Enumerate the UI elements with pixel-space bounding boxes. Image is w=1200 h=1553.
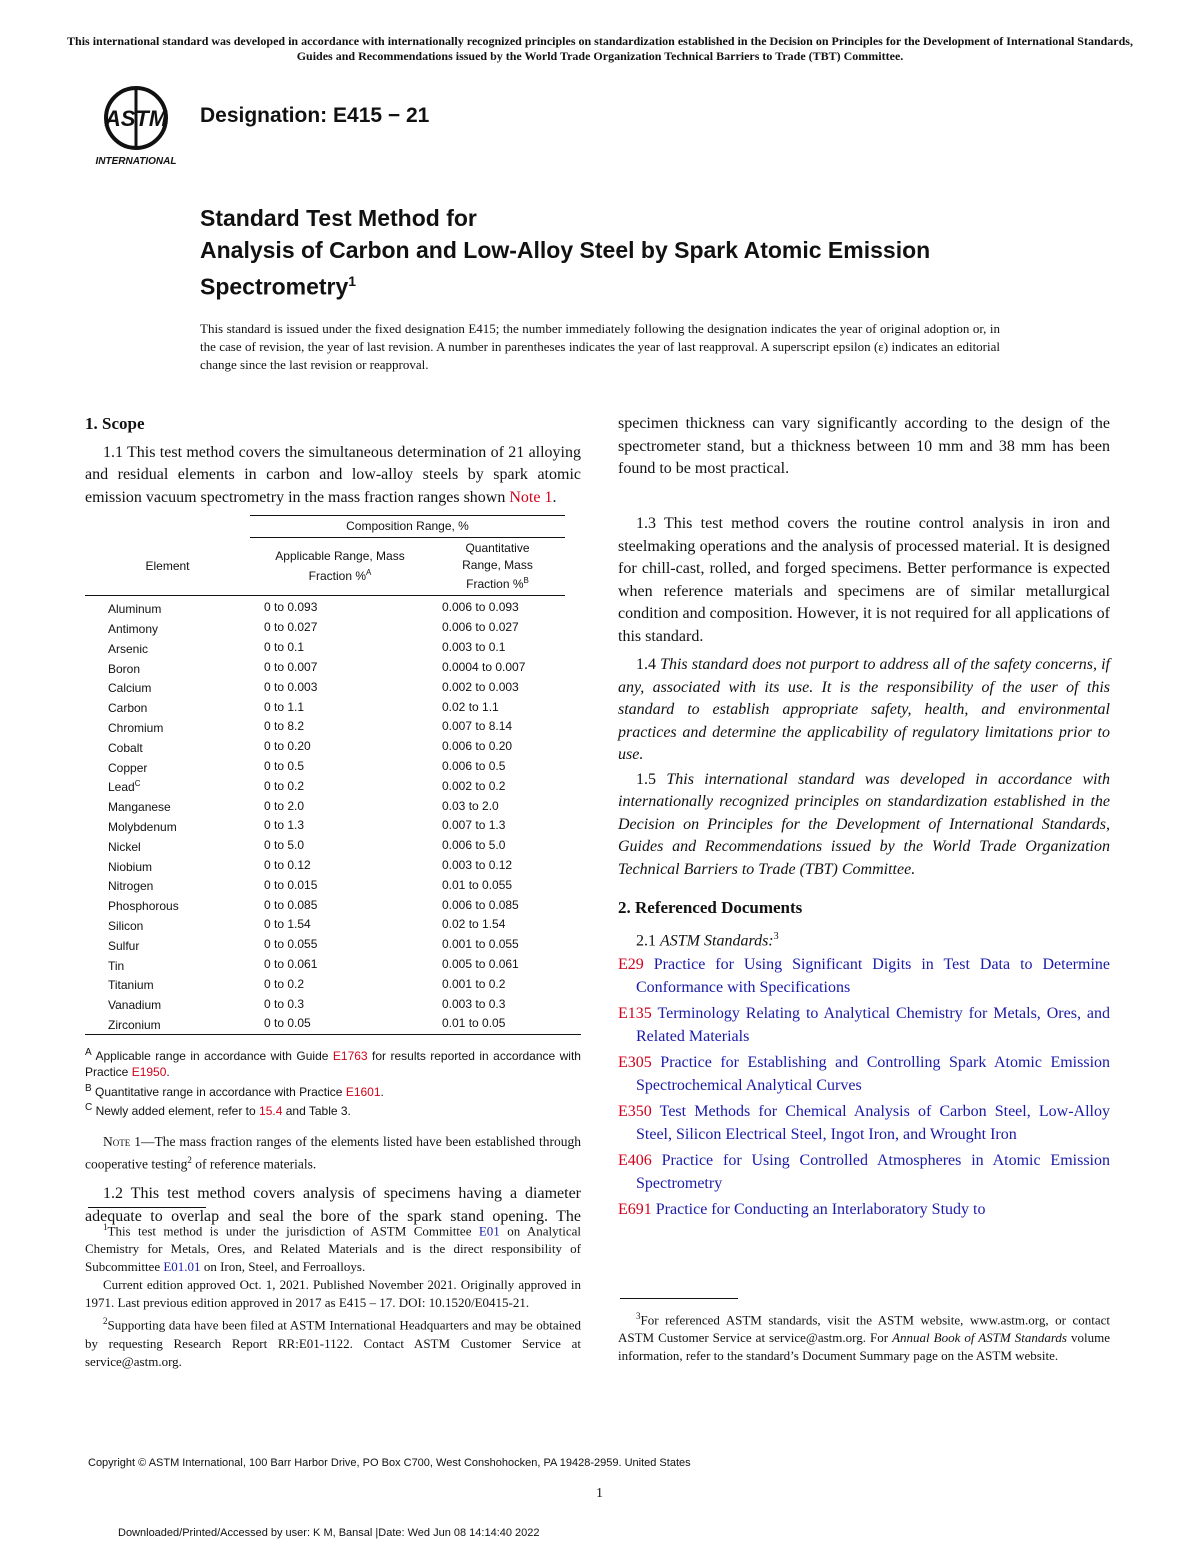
table-row xyxy=(85,596,565,618)
table-row xyxy=(85,955,565,975)
quantitative-range: 0.007 to 1.3 xyxy=(442,818,506,833)
section-15-4-link[interactable]: 15.4 xyxy=(259,1104,283,1119)
quantitative-range: 0.006 to 0.20 xyxy=(442,739,513,754)
element-name: Sulfur xyxy=(108,938,140,953)
element-name: Niobium xyxy=(108,859,153,874)
reference-code-link[interactable]: E29 xyxy=(618,956,644,974)
element-name: Copper xyxy=(108,760,148,775)
copyright: Copyright © ASTM International, 100 Barr Harbor Drive, PO Box C700, West Conshohocken, PA 19428-2959. United States xyxy=(88,1457,691,1469)
applicable-range: 0 to 5.0 xyxy=(264,838,305,853)
title-line2: Analysis of Carbon and Low-Alloy Steel by Spark Atomic Emission Spectrometry xyxy=(200,237,931,300)
footnote-1: $^1$This test method is under the jurisdiction of ASTM Committee E01 on Analytical Chemistry for Metals, Ores, and Related Materials and is the direct responsibility of Subcommittee E01.01 on Iron, Steel, and Ferroalloys. xyxy=(85,1222,582,1275)
element-name: Antimony xyxy=(108,621,159,636)
element-name: Nickel xyxy=(108,839,141,854)
top-notice: This international standard was developed in accordance with internationally recognized principles on standardization established in the Decision on Principles for the Development of International Standards, Guides and Recommendations issued by the World Trade Organization Technical Barriers to Trade (TBT) Committee. xyxy=(67,34,1133,63)
reference-title-link[interactable]: Practice for Using Controlled Atmospheres in Atomic Emission Spectrometry xyxy=(636,1152,1110,1192)
applicable-range: 0 to 0.027 xyxy=(264,620,318,635)
astm-logo xyxy=(88,80,188,170)
applicable-range: 0 to 0.007 xyxy=(264,660,318,675)
table-row xyxy=(85,994,565,1014)
quantitative-range: 0.006 to 5.0 xyxy=(442,838,506,853)
reference-item xyxy=(618,1003,1110,1048)
element-name: Phosphorous xyxy=(108,899,179,914)
quantitative-range: 0.01 to 0.055 xyxy=(442,877,513,892)
table-row xyxy=(85,935,565,955)
quantitative-range: 0.01 to 0.05 xyxy=(442,1016,506,1031)
table-row xyxy=(85,717,565,737)
table-footnote-c: $^C$ Newly added element, refer to 15.4 and Table 3. xyxy=(85,1102,351,1119)
applicable-range: 0 to 8.2 xyxy=(264,719,305,734)
applicable-range: 0 to 0.093 xyxy=(264,599,318,614)
quantitative-range: 0.001 to 0.055 xyxy=(442,937,519,952)
element-name: Titanium xyxy=(108,978,154,993)
note-1: Note 1—The mass fraction ranges of the elements listed have been established through cooperative testing$^2$ of reference materials. xyxy=(85,1133,581,1172)
quantitative-range: 0.002 to 0.2 xyxy=(442,778,506,793)
applicable-range: 0 to 0.055 xyxy=(264,937,318,952)
quantitative-range: 0.002 to 0.003 xyxy=(442,679,519,694)
element-name: Calcium xyxy=(108,681,152,696)
table-row xyxy=(85,638,565,658)
reference-code-link[interactable]: E305 xyxy=(618,1054,652,1072)
quantitative-range: 0.006 to 0.093 xyxy=(442,599,519,614)
applicable-range: 0 to 0.05 xyxy=(264,1016,311,1031)
table-row xyxy=(85,856,565,876)
applicable-range: 0 to 0.2 xyxy=(264,778,305,793)
table-row xyxy=(85,895,565,915)
element-name: Chromium xyxy=(108,720,164,735)
element-name: Boron xyxy=(108,661,141,676)
quantitative-range: 0.006 to 0.5 xyxy=(442,759,506,774)
para-1-1-end: . xyxy=(552,488,557,506)
applicable-range: 0 to 0.12 xyxy=(264,858,311,873)
table-row xyxy=(85,915,565,935)
e01-01-link[interactable]: E01.01 xyxy=(163,1259,201,1275)
reference-item xyxy=(618,1052,1110,1097)
right-footnote-rule xyxy=(620,1298,738,1299)
table-row xyxy=(85,677,565,697)
table-group-header: Composition Range, % xyxy=(250,516,565,538)
table-header-applicable: Applicable Range, Mass Fraction %$^A$ xyxy=(250,537,430,595)
reference-title-link[interactable]: Practice for Establishing and Controlling Spark Atomic Emission Spectrochemical Analytical Curves xyxy=(636,1054,1111,1094)
table-row xyxy=(85,757,565,777)
e1950-link[interactable]: E1950 xyxy=(131,1065,167,1080)
designation: Designation: E415 − 21 xyxy=(200,104,430,127)
para-1-1 xyxy=(85,442,581,510)
element-name: Carbon xyxy=(108,701,148,716)
applicable-range: 0 to 1.54 xyxy=(264,917,311,932)
footnote-2: $^2$Supporting data have been filed at ASTM International Headquarters and may be obtained by requesting Research Report RR:E01-1122. Contact ASTM Customer Service at service@astm.org. xyxy=(85,1316,581,1369)
para-1-5: 1.5 This international standard was developed in accordance with internationally recognized principles on standardization established in the Decision on Principles for the Development of International Standards, Guides and Recommendations issued by the World Trade Organization Technical Barriers to Trade (TBT) Committee. xyxy=(618,770,1111,878)
table-row xyxy=(85,974,565,994)
quantitative-range: 0.005 to 0.061 xyxy=(442,957,519,972)
composition-table xyxy=(85,515,565,1034)
reference-code-link[interactable]: E350 xyxy=(618,1103,652,1121)
left-footnote-rule xyxy=(88,1207,206,1208)
astm-logo-mark xyxy=(88,80,188,170)
page-number: 1 xyxy=(596,1486,603,1501)
quantitative-range: 0.003 to 0.3 xyxy=(442,996,506,1011)
scope-heading: 1. Scope xyxy=(85,414,145,433)
quantitative-range: 0.003 to 0.12 xyxy=(442,858,513,873)
reference-code-link[interactable]: E691 xyxy=(618,1201,652,1219)
quantitative-range: 0.02 to 1.1 xyxy=(442,699,499,714)
table-row xyxy=(85,875,565,895)
footnote-3: $^3$For referenced ASTM standards, visit the ASTM website, www.astm.org, or contact ASTM Customer Service at service@astm.org. For Annual Book of ASTM Standards volume information, refer to the standard’s Document Summary page on the ASTM website. xyxy=(618,1311,1111,1364)
element-name: Silicon xyxy=(108,918,144,933)
table-row xyxy=(85,796,565,816)
applicable-range: 0 to 0.085 xyxy=(264,897,318,912)
refdocs-subheading: 2.1 ASTM Standards:$^3$ xyxy=(636,930,779,949)
reference-item xyxy=(618,1199,1110,1222)
applicable-range: 0 to 0.5 xyxy=(264,759,305,774)
applicable-range: 0 to 0.1 xyxy=(264,640,305,655)
reference-title-link[interactable]: Terminology Relating to Analytical Chemistry for Metals, Ores, and Related Materials xyxy=(636,1005,1110,1045)
element-name: Arsenic xyxy=(108,641,149,656)
title-sup: 1 xyxy=(348,273,357,289)
reference-item xyxy=(618,1101,1110,1146)
reference-title-link[interactable]: Practice for Using Significant Digits in Test Data to Determine Conformance with Specifications xyxy=(636,956,1111,996)
note1-link[interactable]: Note 1 xyxy=(509,488,553,506)
footnote-1-edition: Current edition approved Oct. 1, 2021. Published November 2021. Originally approved in 1971. Last previous edition approved in 2017 as E415 – 17. DOI: 10.1520/E0415-21. xyxy=(85,1277,581,1311)
refdocs-heading: 2. Referenced Documents xyxy=(618,898,803,917)
element-name: Manganese xyxy=(108,800,171,815)
quantitative-range: 0.007 to 8.14 xyxy=(442,719,513,734)
table-row xyxy=(85,776,565,796)
reference-code-link[interactable]: E406 xyxy=(618,1152,652,1170)
table-row xyxy=(85,836,565,856)
quantitative-range: 0.0004 to 0.007 xyxy=(442,660,526,675)
table-header-element: Element xyxy=(85,537,250,595)
applicable-range: 0 to 0.003 xyxy=(264,679,318,694)
element-name: Vanadium xyxy=(108,998,162,1013)
applicable-range: 0 to 0.015 xyxy=(264,877,318,892)
reference-list xyxy=(618,954,1110,1222)
logo-wordmark: ASTM xyxy=(104,106,168,131)
table-row xyxy=(85,1014,565,1034)
para-1-2-continued: specimen thickness can vary significantly according to the design of the spectrometer stand, but a thickness between 10 mm and 38 mm has been found to be most practical. xyxy=(618,415,1110,477)
table-header-quant: Quantitative Range, Mass Fraction %$^B$ xyxy=(430,537,565,595)
element-name: Molybdenum xyxy=(108,819,177,834)
applicable-range: 0 to 0.20 xyxy=(264,739,311,754)
para-1-1-text: 1.1 This test method covers the simultaneous determination of 21 alloying and residual elements in carbon and low-alloy steels by spark atomic emission vacuum spectrometry in the mass fraction ranges shown xyxy=(85,443,581,506)
issued-note: This standard is issued under the fixed designation E415; the number immediately following the designation indicates the year of original adoption or, in the case of revision, the year of last revision. A number in parentheses indicates the year of last reapproval. A superscript epsilon (ε) indicates an editorial change since the last revision or reapproval. xyxy=(200,321,1000,372)
element-name: Zirconium xyxy=(108,1017,161,1032)
element-name: Cobalt xyxy=(108,740,143,755)
logo-sub: INTERNATIONAL xyxy=(95,156,177,167)
quantitative-range: 0.003 to 0.1 xyxy=(442,640,506,655)
title-main xyxy=(200,235,1000,303)
right-footnotes xyxy=(618,1307,1110,1365)
table-row xyxy=(85,737,565,757)
quantitative-range: 0.006 to 0.027 xyxy=(442,620,519,635)
element-name: Lead$^C$ xyxy=(108,779,141,795)
para-1-3: 1.3 This test method covers the routine control analysis in iron and steelmaking operations and the analysis of processed material. It is designed for chill-cast, rolled, and forged specimens. Better performance is expected when reference materials and specimens are of similar metallurgical condition and composition. However, it is not required for all applications of this standard. xyxy=(618,515,1110,645)
quantitative-range: 0.02 to 1.54 xyxy=(442,917,506,932)
reference-title-link[interactable]: Test Methods for Chemical Analysis of Carbon Steel, Low-Alloy Steel, Silicon Electrical Steel, Ingot Iron, and Wrought Iron xyxy=(636,1103,1110,1143)
reference-item xyxy=(618,1150,1110,1195)
applicable-range: 0 to 0.061 xyxy=(264,957,318,972)
e01-link[interactable]: E01 xyxy=(478,1223,500,1239)
element-name: Nitrogen xyxy=(108,879,154,894)
right-column xyxy=(618,413,1110,1226)
reference-item xyxy=(618,954,1110,999)
table-footnote-a: $^A$ Applicable range in accordance with Guide E1763 for results reported in accordance with Practice E1950. xyxy=(85,1046,581,1080)
quantitative-range: 0.006 to 0.085 xyxy=(442,897,519,912)
applicable-range: 0 to 2.0 xyxy=(264,798,305,813)
para-1-4: 1.4 This standard does not purport to address all of the safety concerns, if any, associated with its use. It is the responsibility of the user of this standard to establish appropriate safety, health, and environmental practices and determine the applicability of regulatory limitations prior to use. xyxy=(618,656,1111,763)
table-row xyxy=(85,658,565,678)
quantitative-range: 0.001 to 0.2 xyxy=(442,976,506,991)
title-line1: Standard Test Method for xyxy=(200,205,477,231)
table-row xyxy=(85,618,565,638)
table-footnotes xyxy=(85,1034,581,1120)
download-note: Downloaded/Printed/Accessed by user: K M, Bansal |Date: Wed Jun 08 14:14:40 2022 xyxy=(118,1527,540,1539)
applicable-range: 0 to 0.3 xyxy=(264,996,305,1011)
reference-code-link[interactable]: E135 xyxy=(618,1005,652,1023)
applicable-range: 0 to 1.3 xyxy=(264,818,305,833)
element-name: Aluminum xyxy=(108,602,162,617)
element-name: Tin xyxy=(108,958,125,973)
left-column xyxy=(85,413,581,1228)
left-footnotes xyxy=(85,1218,581,1371)
table-row xyxy=(85,697,565,717)
table-footnote-b: $^B$ Quantitative range in accordance with Practice E1601. xyxy=(85,1082,384,1099)
table-row xyxy=(85,816,565,836)
applicable-range: 0 to 1.1 xyxy=(264,699,305,714)
applicable-range: 0 to 0.2 xyxy=(264,976,305,991)
reference-title-link[interactable]: Practice for Conducting an Interlaboratory Study to xyxy=(655,1201,986,1219)
quantitative-range: 0.03 to 2.0 xyxy=(442,798,499,813)
e1601-link[interactable]: E1601 xyxy=(345,1084,381,1099)
para-1-2: 1.2 This test method covers analysis of specimens having a diameter adequate to overlap and seal the bore of the spark stand opening. The xyxy=(85,1185,581,1225)
e1763-link[interactable]: E1763 xyxy=(332,1048,368,1063)
